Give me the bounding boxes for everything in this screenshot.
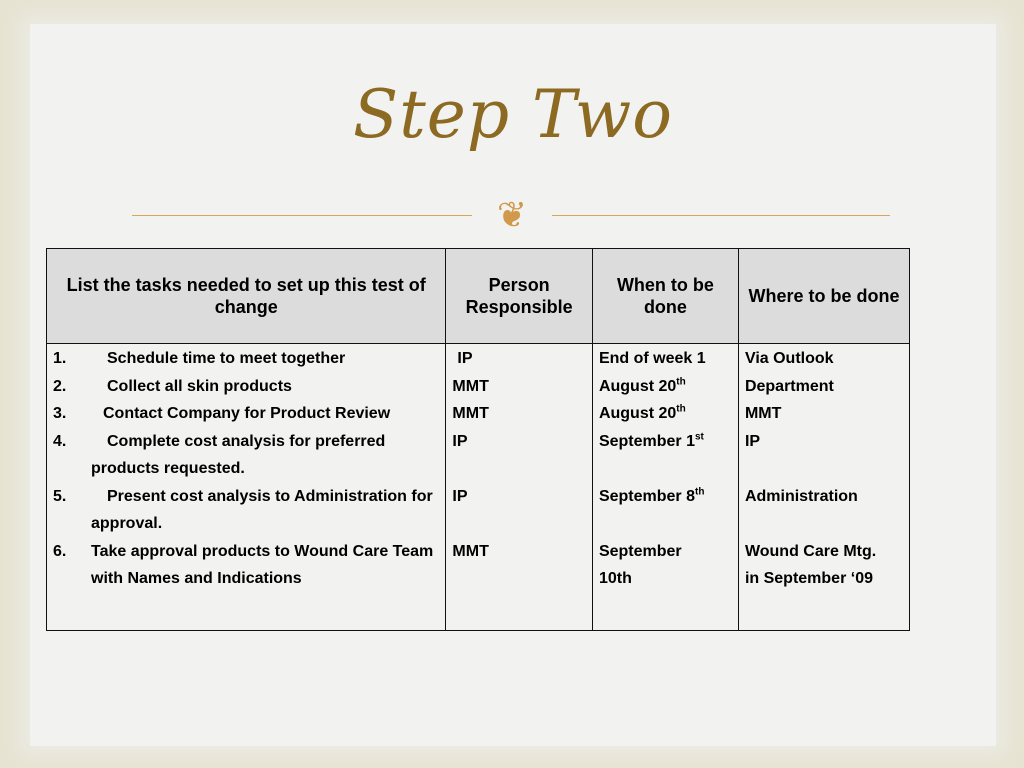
where-value: MMT	[744, 405, 782, 422]
list-item	[53, 400, 439, 428]
when-value: End of week 1	[598, 350, 706, 367]
task-text: Collect all skin products	[107, 377, 292, 395]
person-value: MMT	[452, 405, 489, 422]
where-value: Via Outlook	[744, 350, 834, 367]
task-text: Take approval products to Wound Care Team	[91, 542, 434, 560]
table-row	[47, 344, 910, 631]
where-cell	[738, 344, 909, 631]
task-number: 3.	[53, 405, 67, 422]
task-text: Schedule time to meet together	[107, 350, 346, 367]
when-value: September 8th	[598, 486, 705, 505]
header-tasks: List the tasks needed to set up this test of change	[47, 249, 446, 344]
where-value: Wound Care Mtg.	[744, 542, 877, 560]
when-value: September	[598, 542, 682, 560]
person-value: IP	[452, 487, 468, 505]
task-text-continued: with Names and Indications	[91, 570, 302, 587]
header-when: When to be done	[592, 249, 738, 344]
task-number: 6.	[53, 542, 67, 560]
person-value: MMT	[452, 542, 489, 560]
person-value: MMT	[452, 377, 489, 395]
when-value: September 1st	[598, 431, 704, 450]
person-value: IP	[457, 350, 473, 367]
task-text-continued: approval.	[91, 515, 163, 532]
list-item	[53, 428, 439, 483]
when-value: August 20th	[598, 403, 686, 422]
task-table	[46, 248, 910, 631]
divider-line-left	[132, 215, 472, 216]
where-value: Department	[744, 377, 834, 395]
list-item	[53, 538, 439, 593]
when-value-continued: 10th	[598, 570, 632, 587]
where-value: Administration	[744, 487, 858, 505]
tasks-cell	[47, 344, 446, 631]
persons-cell	[446, 344, 593, 631]
fleuron-icon: ❦	[496, 195, 528, 236]
task-number: 1.	[53, 350, 67, 367]
task-number: 2.	[53, 377, 67, 395]
title-divider	[132, 195, 890, 236]
task-text: Contact Company for Product Review	[103, 405, 391, 422]
task-text: Present cost analysis to Administration for	[107, 487, 433, 505]
header-person-responsible: Person Responsible	[446, 249, 593, 344]
table-header-row	[47, 249, 910, 344]
list-item	[53, 373, 439, 401]
slide-title: Step Two	[353, 76, 673, 153]
list-item	[53, 483, 439, 538]
when-cell	[592, 344, 738, 631]
when-value: August 20th	[598, 376, 686, 395]
task-number: 4.	[53, 432, 67, 450]
task-text-continued: products requested.	[91, 460, 245, 477]
task-text: Complete cost analysis for preferred	[107, 432, 386, 450]
task-number: 5.	[53, 487, 67, 505]
header-where: Where to be done	[738, 249, 909, 344]
person-value: IP	[452, 432, 468, 450]
where-value: IP	[744, 432, 761, 450]
divider-line-right	[552, 215, 890, 216]
list-item	[53, 345, 439, 373]
where-value-continued: in September ‘09	[744, 570, 873, 587]
